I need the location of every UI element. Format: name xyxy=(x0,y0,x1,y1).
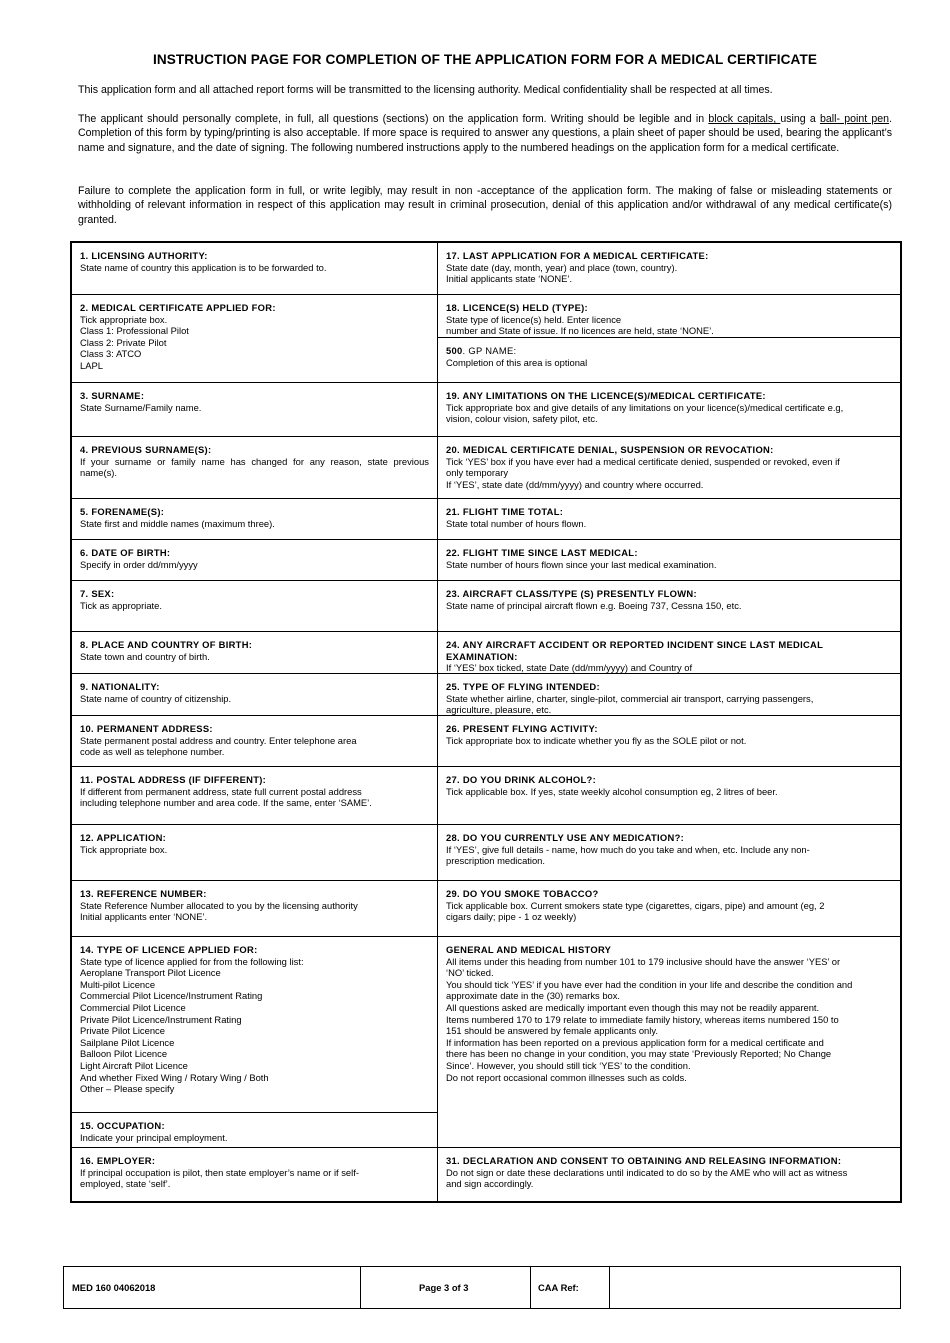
footer-form-code: MED 160 04062018 xyxy=(72,1282,156,1293)
instruction-heading: 16. EMPLOYER: xyxy=(80,1155,156,1166)
instruction-line: State date (day, month, year) and place (town, country). xyxy=(446,261,678,273)
instruction-line: and sign accordingly. xyxy=(446,1178,534,1190)
instruction-line: Tick applicable box. If yes, state weekly alcohol consumption eg, 2 litres of beer. xyxy=(446,785,778,797)
footer-caa-ref-label-cell xyxy=(531,1267,610,1308)
instruction-line: code as well as telephone number. xyxy=(80,746,225,758)
instruction-heading: GENERAL AND MEDICAL HISTORY xyxy=(446,944,612,955)
instruction-heading: 23. AIRCRAFT CLASS/TYPE (S) PRESENTLY FLOWN: xyxy=(446,588,697,599)
left-item xyxy=(72,1113,437,1148)
instruction-line: Tick applicable box. Current smokers state type (cigarettes, cigars, pipe) and amount (eg, 2 xyxy=(446,899,825,911)
instruction-heading-continued: EXAMINATION: xyxy=(446,650,518,662)
instruction-line: Private Pilot Licence/Instrument Rating xyxy=(80,1013,242,1025)
left-item xyxy=(72,632,437,674)
instruction-heading: 13. REFERENCE NUMBER: xyxy=(80,888,207,899)
completion-text-b: using a xyxy=(780,113,820,125)
instruction-line: Specify in order dd/mm/yyyy xyxy=(80,558,198,570)
instruction-line: State Reference Number allocated to you by the licensing authority xyxy=(80,899,358,911)
instruction-heading: 1. LICENSING AUTHORITY: xyxy=(80,250,208,261)
instruction-line: approximate date in the (30) remarks box. xyxy=(446,990,621,1002)
instruction-line: If information has been reported on a previous application form for a medical certificate and xyxy=(446,1036,824,1048)
right-item xyxy=(438,937,900,1148)
instruction-line: Completion of this area is optional xyxy=(446,356,588,368)
right-item xyxy=(438,295,900,338)
left-item xyxy=(72,1148,437,1203)
instruction-heading: 29. DO YOU SMOKE TOBACCO? xyxy=(446,888,599,899)
instruction-line: Sailplane Pilot Licence xyxy=(80,1036,175,1048)
completion-text-a: The applicant should personally complete, in full, all questions (sections) on the application form. Writing should be legible and in xyxy=(78,113,709,125)
instruction-line: Indicate your principal employment. xyxy=(80,1131,228,1143)
completion-text-c: . Completion of this form by typing/printing is also acceptable. If more space is required to answer any questions, a plain sheet of paper should be used, bearing the applicant’s name and signature, and the date of signing. The following numbered instructions apply to the numbered headings on the application form for a medical certificate. xyxy=(78,113,892,154)
instruction-line: agriculture, pleasure, etc. xyxy=(446,704,552,716)
right-item xyxy=(438,767,900,825)
instruction-line: including telephone number and area code. If the same, enter ‘SAME’. xyxy=(80,797,372,809)
instruction-heading: 7. SEX: xyxy=(80,588,115,599)
instruction-line: LAPL xyxy=(80,359,103,371)
instruction-line: prescription medication. xyxy=(446,855,546,867)
instruction-heading: 20. MEDICAL CERTIFICATE DENIAL, SUSPENSION OR REVOCATION: xyxy=(446,444,774,455)
instruction-line: Tick ‘YES’ box if you have ever had a medical certificate denied, suspended or revoked, even if xyxy=(446,455,840,467)
intro-paragraph-completion xyxy=(78,112,892,155)
right-item xyxy=(438,825,900,881)
instruction-line: State Surname/Family name. xyxy=(80,401,202,413)
instruction-line: State first and middle names (maximum three). xyxy=(80,517,275,529)
instruction-line: Private Pilot Licence xyxy=(80,1025,165,1037)
instruction-line: cigars daily; pipe - 1 oz weekly) xyxy=(446,911,577,923)
instruction-heading: 10. PERMANENT ADDRESS: xyxy=(80,723,213,734)
instruction-line: If ‘YES’ box ticked, state Date (dd/mm/yyyy) and Country of xyxy=(446,662,693,674)
instruction-line: If ‘YES’, give full details - name, how much do you take and when, etc. Include any non- xyxy=(446,843,810,855)
instruction-line: If your surname or family name has changed for any reason, state previous name(s). xyxy=(80,455,429,479)
right-item xyxy=(438,243,900,295)
instruction-heading: 14. TYPE OF LICENCE APPLIED FOR: xyxy=(80,944,258,955)
instruction-heading: 18. LICENCE(S) HELD (TYPE): xyxy=(446,302,588,313)
right-item xyxy=(438,716,900,767)
instruction-heading: 27. DO YOU DRINK ALCOHOL?: xyxy=(446,774,596,785)
right-item xyxy=(438,674,900,716)
instruction-line: State whether airline, charter, single-pilot, commercial air transport, carrying passengers, xyxy=(446,692,814,704)
instruction-line: State town and country of birth. xyxy=(80,650,210,662)
footer-caa-ref-value-cell xyxy=(610,1267,900,1308)
page-footer xyxy=(63,1266,901,1309)
instruction-heading: 31. DECLARATION AND CONSENT TO OBTAINING AND RELEASING INFORMATION: xyxy=(446,1155,842,1166)
instruction-heading: 8. PLACE AND COUNTRY OF BIRTH: xyxy=(80,639,253,650)
instruction-line: number and State of issue. If no licences are held, state ‘NONE’. xyxy=(446,325,714,337)
left-item xyxy=(72,716,437,767)
page-title: INSTRUCTION PAGE FOR COMPLETION OF THE APPLICATION FORM FOR A MEDICAL CERTIFICATE xyxy=(152,52,818,67)
instruction-line: If different from permanent address, state full current postal address xyxy=(80,785,362,797)
instruction-line: only temporary xyxy=(446,467,509,479)
instruction-line: Class 2: Private Pilot xyxy=(80,336,167,348)
instruction-heading: 26. PRESENT FLYING ACTIVITY: xyxy=(446,723,598,734)
footer-page-cell xyxy=(361,1267,531,1308)
instruction-line: Do not report occasional common illnesses such as colds. xyxy=(446,1071,687,1083)
instruction-heading: 12. APPLICATION: xyxy=(80,832,167,843)
instruction-line: And whether Fixed Wing / Rotary Wing / Both xyxy=(80,1071,269,1083)
instruction-heading: 25. TYPE OF FLYING INTENDED: xyxy=(446,681,600,692)
right-item xyxy=(438,383,900,437)
footer-page-number: Page 3 of 3 xyxy=(419,1282,469,1293)
instruction-line: Tick appropriate box. xyxy=(80,313,168,325)
instruction-line: Since’. However, you should still tick ‘YES’ to the condition. xyxy=(446,1059,691,1071)
instruction-heading: 2. MEDICAL CERTIFICATE APPLIED FOR: xyxy=(80,302,276,313)
instruction-line: State name of principal aircraft flown e.g. Boeing 737, Cessna 150, etc. xyxy=(446,599,742,611)
instruction-heading: 22. FLIGHT TIME SINCE LAST MEDICAL: xyxy=(446,547,638,558)
footer-caa-ref-label: CAA Ref: xyxy=(538,1282,579,1293)
right-item xyxy=(438,881,900,937)
right-item xyxy=(438,338,900,383)
instruction-line: Do not sign or date these declarations until indicated to do so by the AME who will act as witness xyxy=(446,1166,848,1178)
left-item xyxy=(72,383,437,437)
left-item xyxy=(72,499,437,540)
instruction-line: there has been no change in your condition, you may state ‘Previously Reported; No Change xyxy=(446,1048,832,1060)
right-item xyxy=(438,581,900,632)
instruction-heading: 24. ANY AIRCRAFT ACCIDENT OR REPORTED INCIDENT SINCE LAST MEDICAL xyxy=(446,639,824,650)
left-item xyxy=(72,540,437,581)
instruction-column-right xyxy=(438,243,900,1201)
instruction-line: State name of country this application is to be forwarded to. xyxy=(80,261,327,273)
left-item xyxy=(72,243,437,295)
instruction-line: Commercial Pilot Licence/Instrument Rating xyxy=(80,990,263,1002)
instruction-line: Multi-pilot Licence xyxy=(80,978,156,990)
left-item xyxy=(72,674,437,716)
right-item xyxy=(438,499,900,540)
left-item xyxy=(72,581,437,632)
instruction-line: Tick appropriate box to indicate whether you fly as the SOLE pilot or not. xyxy=(446,734,747,746)
instruction-heading xyxy=(446,345,892,357)
instruction-heading: 3. SURNAME: xyxy=(80,390,145,401)
right-item xyxy=(438,540,900,581)
completion-underline-ball-point-pen: ball- point pen xyxy=(819,113,890,125)
instruction-line: Class 1: Professional Pilot xyxy=(80,325,189,337)
instruction-line: Tick as appropriate. xyxy=(80,599,162,611)
left-item xyxy=(72,937,437,1113)
left-item xyxy=(72,825,437,881)
footer-form-code-cell xyxy=(64,1267,361,1308)
instruction-column-left xyxy=(72,243,438,1201)
instruction-line: employed, state ‘self’. xyxy=(80,1178,171,1190)
instruction-line: Class 3: ATCO xyxy=(80,348,142,360)
instruction-line: Balloon Pilot Licence xyxy=(80,1048,168,1060)
instruction-line: Light Aircraft Pilot Licence xyxy=(80,1059,188,1071)
left-item xyxy=(72,437,437,499)
instruction-heading: 5. FORENAME(S): xyxy=(80,506,165,517)
instruction-line: Initial applicants enter ‘NONE’. xyxy=(80,911,208,923)
instruction-line: Tick appropriate box. xyxy=(80,843,168,855)
left-item xyxy=(72,295,437,383)
intro-paragraph-confidentiality: This application form and all attached report forms will be transmitted to the licensing authority. Medical confidentiality shall be respected at all times. xyxy=(78,84,773,96)
instruction-line: ‘NO’ ticked. xyxy=(446,967,494,979)
instruction-heading: 9. NATIONALITY: xyxy=(80,681,160,692)
instruction-line: State permanent postal address and country. Enter telephone area xyxy=(80,734,357,746)
instruction-line: State type of licence(s) held. Enter licence xyxy=(446,313,622,325)
instruction-line: Aeroplane Transport Pilot Licence xyxy=(80,967,221,979)
instruction-heading: 21. FLIGHT TIME TOTAL: xyxy=(446,506,564,517)
instruction-line: All questions asked are medically important even though this may not be readily apparent. xyxy=(446,1001,820,1013)
right-item xyxy=(438,437,900,499)
instruction-line: Tick appropriate box and give details of any limitations on your licence(s)/medical certificate e.g, xyxy=(446,401,844,413)
instruction-line: All items under this heading from number 101 to 179 inclusive should have the answer ‘YES’ or xyxy=(446,955,841,967)
instruction-line: Other – Please specify xyxy=(80,1083,175,1095)
instruction-line: State number of hours flown since your last medical examination. xyxy=(446,558,717,570)
instruction-heading: 19. ANY LIMITATIONS ON THE LICENCE(S)/MEDICAL CERTIFICATE: xyxy=(446,390,766,401)
instruction-line: State type of licence applied for from the following list: xyxy=(80,955,304,967)
instruction-table xyxy=(70,241,902,1203)
instruction-line: 151 should be answered by female applicants only. xyxy=(446,1025,658,1037)
instruction-line: State total number of hours flown. xyxy=(446,517,587,529)
intro-paragraph-failure-warning: Failure to complete the application form in full, or write legibly, may result in non -acceptance of the application form. The making of false or misleading statements or withholding of relevant information in respect of this application may result in criminal prosecution, denial of this application and/or withdrawal of any medical certificate(s) granted. xyxy=(78,185,892,226)
instruction-heading: 17. LAST APPLICATION FOR A MEDICAL CERTIFICATE: xyxy=(446,250,709,261)
completion-underline-block-capitals: block capitals, xyxy=(708,113,781,125)
instruction-line: vision, colour vision, safety pilot, etc. xyxy=(446,413,598,425)
instruction-heading-label: . GP NAME: xyxy=(462,345,517,356)
instruction-heading: 6. DATE OF BIRTH: xyxy=(80,547,171,558)
instruction-heading: 11. POSTAL ADDRESS (IF DIFFERENT): xyxy=(80,774,267,785)
instruction-heading: 4. PREVIOUS SURNAME(S): xyxy=(80,444,212,455)
instruction-line: Commercial Pilot Licence xyxy=(80,1001,186,1013)
right-item xyxy=(438,1148,900,1203)
instruction-line: Initial applicants state ‘NONE’. xyxy=(446,273,573,285)
instruction-heading: 28. DO YOU CURRENTLY USE ANY MEDICATION?: xyxy=(446,832,685,843)
right-item xyxy=(438,632,900,674)
left-item xyxy=(72,767,437,825)
instruction-line: Items numbered 170 to 179 relate to immediate family history, whereas items numbered 150 to xyxy=(446,1013,839,1025)
instruction-line: You should tick ‘YES’ if you have ever had the condition in your life and describe the condition and xyxy=(446,978,853,990)
left-item xyxy=(72,881,437,937)
instruction-line: State name of country of citizenship. xyxy=(80,692,232,704)
instruction-line: If principal occupation is pilot, then state employer’s name or if self- xyxy=(80,1166,359,1178)
instruction-line: If ‘YES’, state date (dd/mm/yyyy) and country where occurred. xyxy=(446,478,704,490)
instruction-heading-number: 500 xyxy=(446,345,463,356)
instruction-heading: 15. OCCUPATION: xyxy=(80,1120,165,1131)
